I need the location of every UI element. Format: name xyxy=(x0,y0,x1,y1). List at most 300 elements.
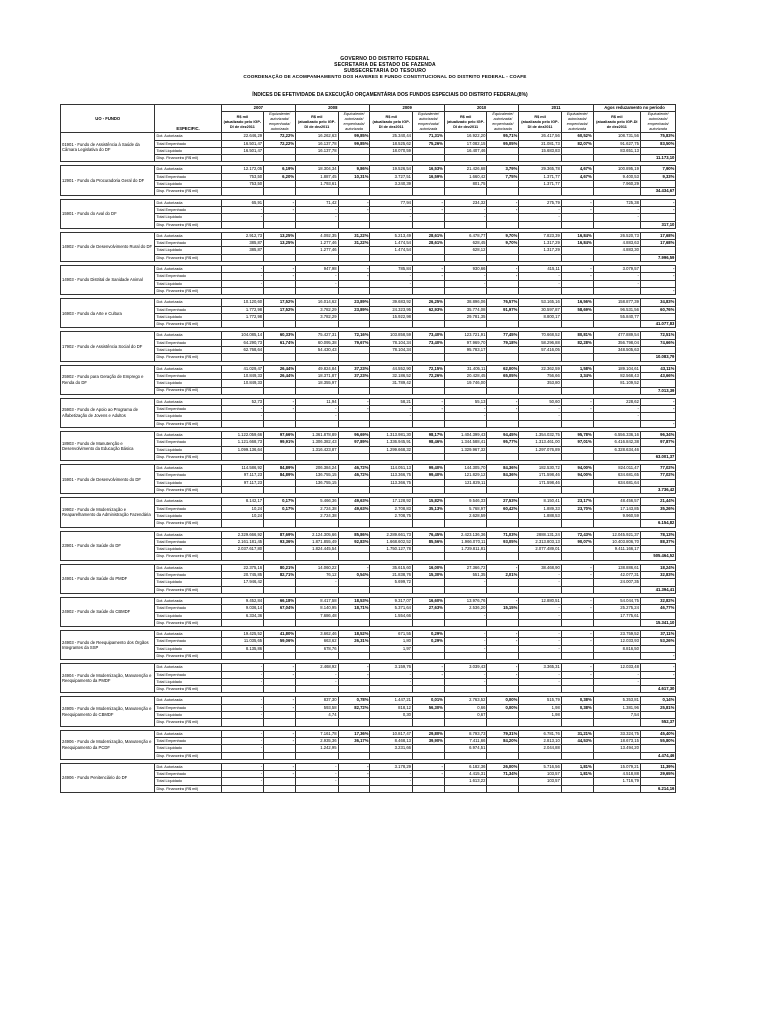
header-atualizado-label: (atualizado pelo IGP-DI de dez2011 xyxy=(223,119,262,129)
value-cell: 123.721,91 xyxy=(444,332,487,339)
value-cell: 2.044,88 xyxy=(519,745,562,752)
efficiency-cell xyxy=(264,280,296,287)
table-row xyxy=(61,188,710,195)
value-cell: 2.161.181,45 xyxy=(221,538,264,545)
efficiency-cell xyxy=(264,247,296,254)
value-cell: - xyxy=(296,763,339,770)
value-cell: 0,30 xyxy=(370,712,413,719)
efficiency-cell: 72,16% xyxy=(338,332,370,339)
value-cell xyxy=(296,354,339,361)
value-cell: 29.365,78 xyxy=(519,166,562,173)
value-cell: - xyxy=(444,406,487,413)
value-cell: - xyxy=(519,273,562,280)
efficiency-cell xyxy=(338,254,370,261)
table-row xyxy=(61,332,710,339)
table-row xyxy=(61,597,710,604)
efficiency-cell: 56,30% xyxy=(412,704,444,711)
value-cell: 26.417,56 xyxy=(519,133,562,140)
value-cell: 6.974,51 xyxy=(444,745,487,752)
value-cell xyxy=(221,553,264,560)
efficiency-cell xyxy=(338,247,370,254)
efficiency-cell: 26,00% xyxy=(487,763,519,770)
efficiency-cell: - xyxy=(338,273,370,280)
efficiency-cell xyxy=(640,612,675,619)
value-cell: 10.849,33 xyxy=(221,380,264,387)
efficiency-cell: 90,07% xyxy=(561,538,593,545)
efficiency-cell xyxy=(264,752,296,759)
efficiency-cell: - xyxy=(412,273,444,280)
efficiency-cell: 18,52% xyxy=(338,631,370,638)
fund-name-cell: 24903 - Fundo de Reequipamento dos Órgãos Integrantes da SSP xyxy=(61,631,155,660)
efficiency-cell: 97,87% xyxy=(640,439,675,446)
efficiency-cell xyxy=(338,512,370,519)
value-cell: 5.466,36 xyxy=(296,498,339,505)
value-cell: 2.935,36 xyxy=(296,737,339,744)
efficiency-cell: 7,75% xyxy=(487,173,519,180)
value-cell: 4.883,63 xyxy=(593,240,640,247)
value-cell: - xyxy=(221,206,264,213)
efficiency-cell xyxy=(640,280,675,287)
efficiency-cell xyxy=(412,752,444,759)
value-cell: 52,73 xyxy=(221,398,264,405)
value-cell: - xyxy=(296,778,339,785)
efficiency-cell: 39,90% xyxy=(412,737,444,744)
efficiency-cell xyxy=(561,446,593,453)
fund-name-cell: 19902 - Fundo de Modernização e Reaparelhamento da Administração Fazendária xyxy=(61,498,155,527)
efficiency-cell: 72,22% xyxy=(264,133,296,140)
efficiency-cell: 84,36% xyxy=(487,465,519,472)
efficiency-cell xyxy=(640,546,675,553)
value-cell: 228,62 xyxy=(593,398,640,405)
spec-label-cell: Disp. Financeira (R$ mil) xyxy=(155,653,221,660)
efficiency-cell xyxy=(561,321,593,328)
efficiency-cell: - xyxy=(561,664,593,671)
efficiency-cell: 43,11% xyxy=(640,365,675,372)
efficiency-cell: 79,31% xyxy=(487,730,519,737)
table-row xyxy=(61,586,710,593)
value-cell: 1.354.032,75 xyxy=(519,431,562,438)
value-cell: 1.299.668,32 xyxy=(370,446,413,453)
value-cell: 1.121.668,73 xyxy=(221,439,264,446)
value-cell: 2.628,59 xyxy=(444,512,487,519)
header-year-2010: 2010 xyxy=(444,105,518,112)
efficiency-cell xyxy=(561,752,593,759)
table-row xyxy=(61,140,710,147)
value-cell: 1.317,29 xyxy=(519,240,562,247)
efficiency-cell: 9,86% xyxy=(338,166,370,173)
value-cell: 1.613,22 xyxy=(444,778,487,785)
value-cell: 121.829,12 xyxy=(444,472,487,479)
efficiency-cell xyxy=(338,612,370,619)
efficiency-cell xyxy=(264,254,296,261)
value-cell: 171.598,46 xyxy=(519,479,562,486)
efficiency-cell xyxy=(338,579,370,586)
efficiency-cell: - xyxy=(412,671,444,678)
efficiency-cell: 10.083,79 xyxy=(640,354,675,361)
value-cell xyxy=(296,321,339,328)
efficiency-cell: 99,91% xyxy=(264,439,296,446)
efficiency-cell: 2,01% xyxy=(487,572,519,579)
header-rs-mil xyxy=(593,112,640,133)
value-cell xyxy=(221,287,264,294)
efficiency-cell xyxy=(338,446,370,453)
value-cell: 3.727,51 xyxy=(370,173,413,180)
efficiency-cell xyxy=(487,280,519,287)
value-cell: 25.340,44 xyxy=(370,133,413,140)
efficiency-cell xyxy=(338,321,370,328)
efficiency-cell: - xyxy=(338,199,370,206)
efficiency-cell: 0,00% xyxy=(487,697,519,704)
value-cell: - xyxy=(444,612,487,619)
value-cell: 9.036,14 xyxy=(221,605,264,612)
spec-label-cell: Total Liquidado xyxy=(155,712,221,719)
efficiency-cell: - xyxy=(264,406,296,413)
value-cell: 1.554,66 xyxy=(370,612,413,619)
value-cell: 1.313.461,00 xyxy=(519,439,562,446)
value-cell xyxy=(593,221,640,228)
value-cell: 2.313.803,13 xyxy=(519,538,562,545)
value-cell xyxy=(221,188,264,195)
spec-label-cell: Dot. Autorizada xyxy=(155,166,221,173)
efficiency-cell xyxy=(561,686,593,693)
efficiency-cell xyxy=(561,181,593,188)
efficiency-cell: 25,81% xyxy=(640,704,675,711)
efficiency-cell xyxy=(640,313,675,320)
efficiency-cell xyxy=(640,778,675,785)
value-cell xyxy=(519,619,562,626)
efficiency-cell xyxy=(487,313,519,320)
value-cell: 8.140,95 xyxy=(296,605,339,612)
value-cell xyxy=(370,221,413,228)
table-row xyxy=(61,406,710,413)
value-cell: 947,98 xyxy=(296,266,339,273)
efficiency-cell xyxy=(264,579,296,586)
value-cell: 62.768,64 xyxy=(221,347,264,354)
table-row xyxy=(61,299,710,306)
efficiency-cell: 80,21% xyxy=(264,564,296,571)
efficiency-cell xyxy=(412,321,444,328)
efficiency-cell: - xyxy=(561,199,593,206)
value-cell: - xyxy=(296,206,339,213)
value-cell: - xyxy=(593,406,640,413)
value-cell: 7.411,66 xyxy=(444,737,487,744)
value-cell: 12.033,48 xyxy=(593,664,640,671)
efficiency-cell: 59,06% xyxy=(264,638,296,645)
table-row xyxy=(61,712,710,719)
efficiency-cell: 72,15% xyxy=(412,365,444,372)
efficiency-cell xyxy=(487,380,519,387)
efficiency-cell xyxy=(338,686,370,693)
efficiency-cell: 26,25% xyxy=(412,299,444,306)
efficiency-cell xyxy=(487,479,519,486)
efficiency-cell xyxy=(264,645,296,652)
value-cell xyxy=(444,619,487,626)
table-row xyxy=(61,365,710,372)
efficiency-cell: 16,84% xyxy=(561,232,593,239)
value-cell xyxy=(593,619,640,626)
value-cell: 27.366,72 xyxy=(444,564,487,571)
efficiency-cell xyxy=(561,785,593,792)
value-cell: 10,24 xyxy=(221,505,264,512)
efficiency-cell: 0,17% xyxy=(264,498,296,505)
efficiency-cell: - xyxy=(412,199,444,206)
value-cell: 1,97 xyxy=(370,645,413,652)
efficiency-cell xyxy=(412,254,444,261)
efficiency-cell: 60,33% xyxy=(264,332,296,339)
efficiency-cell: - xyxy=(487,671,519,678)
fund-name-cell: 12901 - Fundo da Procuradoria Geral do DF xyxy=(61,166,155,195)
efficiency-cell: 72,51% xyxy=(640,332,675,339)
efficiency-cell: 84,89% xyxy=(264,472,296,479)
value-cell xyxy=(296,155,339,162)
efficiency-cell xyxy=(338,155,370,162)
value-cell: 19.526,54 xyxy=(370,166,413,173)
efficiency-cell: 84,36% xyxy=(487,472,519,479)
efficiency-cell: 80,81% xyxy=(561,332,593,339)
value-cell: 1.793,61 xyxy=(296,181,339,188)
value-cell: - xyxy=(221,763,264,770)
efficiency-cell xyxy=(561,147,593,154)
value-cell xyxy=(370,686,413,693)
efficiency-cell xyxy=(338,221,370,228)
value-cell: 2.329.666,92 xyxy=(221,531,264,538)
spec-label-cell: Dot. Autorizada xyxy=(155,697,221,704)
value-cell: 60.095,38 xyxy=(296,339,339,346)
value-cell xyxy=(296,785,339,792)
efficiency-cell: 1,81% xyxy=(561,763,593,770)
efficiency-cell: 13,25% xyxy=(264,240,296,247)
value-cell xyxy=(370,752,413,759)
document-header xyxy=(220,56,550,80)
efficiency-cell xyxy=(338,752,370,759)
header-rs-mil xyxy=(296,112,339,133)
value-cell xyxy=(221,155,264,162)
value-cell: 25.275,24 xyxy=(593,605,640,612)
efficiency-cell: 46,72% xyxy=(338,472,370,479)
value-cell: 1.871.855,49 xyxy=(296,538,339,545)
efficiency-cell xyxy=(338,678,370,685)
efficiency-cell: 17,52% xyxy=(264,306,296,313)
table-row xyxy=(61,686,710,693)
efficiency-cell xyxy=(264,387,296,394)
value-cell: 114.586,92 xyxy=(221,465,264,472)
value-cell: 10.849,33 xyxy=(221,372,264,379)
efficiency-cell: - xyxy=(338,664,370,671)
spec-label-cell: Total Empenhado xyxy=(155,671,221,678)
value-cell: 1.371,77 xyxy=(519,181,562,188)
header-line-3: SUBSECRETARIA DO TESOURO xyxy=(343,68,427,74)
value-cell xyxy=(593,719,640,726)
efficiency-cell: 27,53% xyxy=(487,498,519,505)
fund-name-cell: 01901 - Fundo de Assistência à Saúde da Câmara Legislativa do DF xyxy=(61,133,155,162)
efficiency-cell: 62,93% xyxy=(412,306,444,313)
efficiency-cell xyxy=(338,354,370,361)
efficiency-cell: - xyxy=(264,398,296,405)
value-cell: 6.416.842,38 xyxy=(593,439,640,446)
efficiency-cell xyxy=(412,487,444,494)
value-cell xyxy=(221,420,264,427)
value-cell xyxy=(444,287,487,294)
spec-label-cell: Total Empenhado xyxy=(155,240,221,247)
value-cell: 100.895,19 xyxy=(593,166,640,173)
value-cell: - xyxy=(519,678,562,685)
efficiency-cell xyxy=(264,313,296,320)
value-cell: 3.079,57 xyxy=(593,266,640,273)
efficiency-cell xyxy=(561,313,593,320)
efficiency-cell: - xyxy=(338,763,370,770)
value-cell: 0,66 xyxy=(444,704,487,711)
efficiency-cell xyxy=(412,579,444,586)
value-cell: 7.686,48 xyxy=(296,612,339,619)
header-atualizado-label: (atualizado pelo IGP-DI de dez2011 xyxy=(521,119,559,129)
efficiency-cell: 31,22% xyxy=(338,240,370,247)
efficiency-cell xyxy=(412,553,444,560)
value-cell: - xyxy=(221,266,264,273)
table-row xyxy=(61,206,710,213)
spec-label-cell: Dot. Autorizada xyxy=(155,398,221,405)
value-cell: 1.750.127,78 xyxy=(370,546,413,553)
spec-label-cell: Total Empenhado xyxy=(155,538,221,545)
table-row xyxy=(61,487,710,494)
value-cell xyxy=(519,785,562,792)
efficiency-cell: - xyxy=(264,730,296,737)
spec-label-cell: Disp. Financeira (R$ mil) xyxy=(155,586,221,593)
efficiency-cell xyxy=(264,520,296,527)
efficiency-cell xyxy=(412,619,444,626)
value-cell xyxy=(444,188,487,195)
table-row xyxy=(61,520,710,527)
value-cell xyxy=(593,254,640,261)
efficiency-cell xyxy=(561,778,593,785)
value-cell xyxy=(221,520,264,527)
efficiency-cell xyxy=(640,645,675,652)
table-row xyxy=(61,498,710,505)
efficiency-cell xyxy=(412,181,444,188)
value-cell: 671,55 xyxy=(370,631,413,638)
efficiency-cell xyxy=(561,420,593,427)
spec-label-cell: Total Liquidado xyxy=(155,479,221,486)
efficiency-cell xyxy=(264,181,296,188)
value-cell xyxy=(296,520,339,527)
header-atualizado-label: (atualizado pelo IGP-DI de dez2011 xyxy=(372,119,410,129)
spec-label-cell: Total Empenhado xyxy=(155,372,221,379)
value-cell: - xyxy=(221,678,264,685)
efficiency-cell: - xyxy=(338,406,370,413)
value-cell xyxy=(444,387,487,394)
efficiency-cell xyxy=(561,254,593,261)
value-cell xyxy=(221,354,264,361)
value-cell: 2.763,52 xyxy=(444,697,487,704)
header-atualizado-label: (atualizado pelo IGP-DI de dez2011 xyxy=(298,119,336,129)
value-cell: 21.838,76 xyxy=(370,572,413,579)
efficiency-cell xyxy=(561,221,593,228)
efficiency-cell xyxy=(264,354,296,361)
value-cell: 104.085,14 xyxy=(221,332,264,339)
efficiency-cell: 35,26% xyxy=(640,505,675,512)
efficiency-cell xyxy=(264,712,296,719)
efficiency-cell: 0,29% xyxy=(412,631,444,638)
value-cell: 7,54 xyxy=(593,712,640,719)
table-row xyxy=(61,763,710,770)
table-row xyxy=(61,512,710,519)
value-cell: 1.888,53 xyxy=(519,512,562,519)
value-cell: 5.213,49 xyxy=(370,232,413,239)
value-cell: - xyxy=(519,631,562,638)
value-cell: 385,87 xyxy=(221,240,264,247)
value-cell: 930,66 xyxy=(444,266,487,273)
spec-label-cell: Total Liquidado xyxy=(155,512,221,519)
value-cell: 75.427,31 xyxy=(296,332,339,339)
spec-label-cell: Dot. Autorizada xyxy=(155,597,221,604)
value-cell: - xyxy=(296,413,339,420)
value-cell: 818,12 xyxy=(370,704,413,711)
efficiency-cell xyxy=(412,686,444,693)
header-especific: ESPECIFIC. xyxy=(155,105,221,133)
efficiency-cell: - xyxy=(640,273,675,280)
spec-label-cell: Disp. Financeira (R$ mil) xyxy=(155,387,221,394)
value-cell: 103,57 xyxy=(519,778,562,785)
efficiency-cell: - xyxy=(640,206,675,213)
efficiency-cell: 41.077,83 xyxy=(640,321,675,328)
value-cell xyxy=(370,619,413,626)
efficiency-cell: 23,89% xyxy=(338,299,370,306)
header-efetividade-label: Equivalente/ autorizada/ empenhada/ autorizada xyxy=(492,112,514,132)
value-cell: 5.716,56 xyxy=(519,763,562,770)
efficiency-cell xyxy=(264,653,296,660)
efficiency-cell xyxy=(561,678,593,685)
funds-table xyxy=(60,104,709,796)
efficiency-cell: 58,69% xyxy=(561,306,593,313)
value-cell: 9.452,84 xyxy=(221,597,264,604)
efficiency-cell: 31,22% xyxy=(338,232,370,239)
table-row xyxy=(61,472,710,479)
value-cell: - xyxy=(519,206,562,213)
value-cell: 77,94 xyxy=(370,199,413,206)
efficiency-cell: 99,40% xyxy=(412,472,444,479)
efficiency-cell xyxy=(412,420,444,427)
value-cell: 15.079,21 xyxy=(593,763,640,770)
spec-label-cell: Dot. Autorizada xyxy=(155,730,221,737)
spec-label-cell: Dot. Autorizada xyxy=(155,232,221,239)
efficiency-cell: 15,82% xyxy=(412,498,444,505)
table-row xyxy=(61,538,710,545)
header-period: Agos reduzamento no período xyxy=(593,105,676,112)
efficiency-cell: 41.394,41 xyxy=(640,586,675,593)
header-efetividade-label: Equivalente/ autorizada/ empenhada/ autorizada xyxy=(647,112,669,132)
efficiency-cell xyxy=(412,653,444,660)
value-cell: 4.092,35 xyxy=(296,232,339,239)
value-cell: 1.297.076,89 xyxy=(519,446,562,453)
value-cell: 78.104,34 xyxy=(370,347,413,354)
value-cell xyxy=(296,453,339,460)
efficiency-cell xyxy=(561,579,593,586)
table-row xyxy=(61,737,710,744)
table-row xyxy=(61,273,710,280)
value-cell: 837,30 xyxy=(296,697,339,704)
efficiency-cell xyxy=(487,653,519,660)
spec-label-cell: Dot. Autorizada xyxy=(155,531,221,538)
value-cell xyxy=(519,653,562,660)
spec-label-cell: Total Liquidado xyxy=(155,678,221,685)
value-cell: - xyxy=(519,280,562,287)
efficiency-cell xyxy=(338,619,370,626)
header-equivalente xyxy=(338,112,370,133)
value-cell: 17.946,42 xyxy=(221,579,264,586)
value-cell: 12.045.921,37 xyxy=(593,531,640,538)
efficiency-cell xyxy=(338,413,370,420)
spec-label-cell: Total Empenhado xyxy=(155,173,221,180)
value-cell: 663,62 xyxy=(296,638,339,645)
